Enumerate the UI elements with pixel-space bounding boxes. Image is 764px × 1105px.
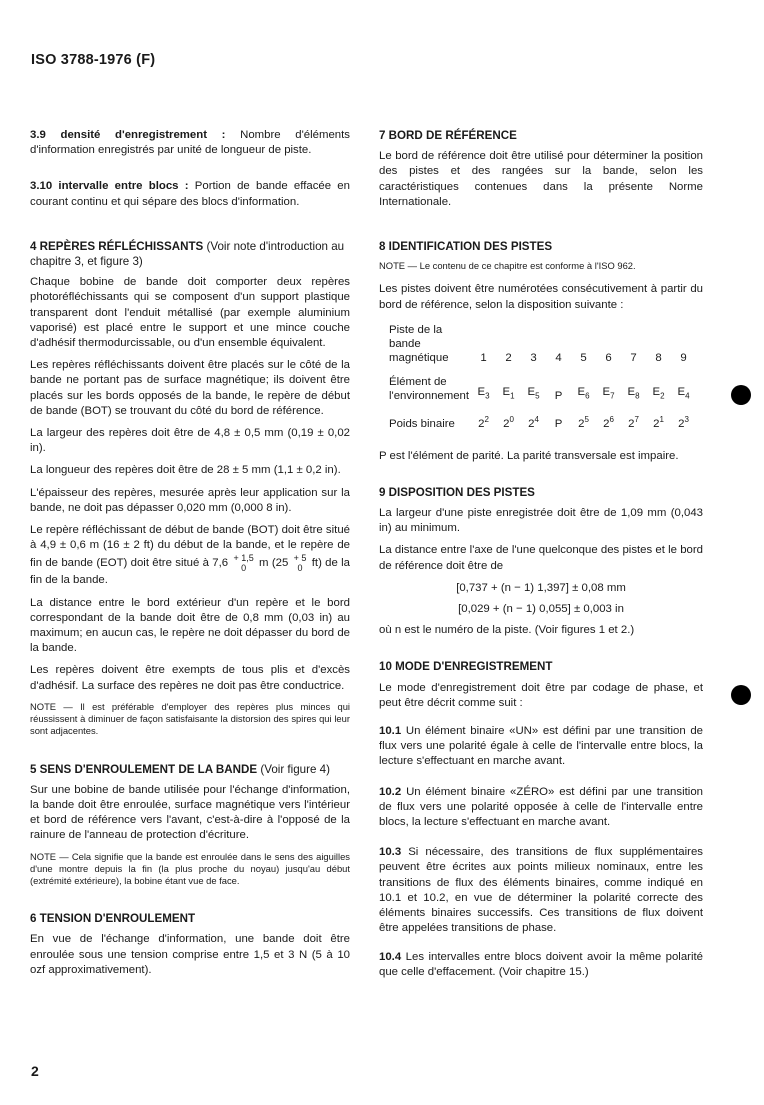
track-table-cell: $2^6$ [603, 414, 614, 430]
section-5-heading: 5 SENS D'ENROULEMENT DE LA BANDE (Voir figure 4) [30, 762, 330, 776]
section-4-paragraph: Les repères doivent être exempts de tous plis et d'excès d'adhésif. La surface des repères ne doit pas être conductrice. [30, 664, 350, 692]
section-8-heading: 8 IDENTIFICATION DES PISTES [379, 240, 553, 254]
element-row-label: Élément de l'environnement [389, 375, 470, 402]
formula-mm: [0,737 + (n − 1) 1,397] ± 0,08 mm [456, 581, 626, 594]
section-4-heading: 4 REPÈRES RÉFLÉCHISSANTS (Voir note d'introduction au chapitre 3, et figure 3) [30, 239, 345, 269]
section-8-paragraph: Les pistes doivent être numérotées consécutivement à partir du bord de référence, selon la disposition suivante : [379, 283, 703, 311]
weight-row [389, 413, 696, 441]
section-9-heading: 9 DISPOSITION DES PISTES [379, 485, 535, 499]
section-8-note: NOTE — Le contenu de ce chapitre est conforme à l'ISO 962. [379, 260, 636, 272]
formula-in: [0,029 + (n − 1) 0,055] ± 0,003 in [458, 603, 624, 616]
track-table-cell: 1 [480, 351, 487, 364]
section-8-parity: P est l'élément de parité. La parité transversale est impaire. [379, 449, 679, 462]
track-table [389, 323, 696, 441]
track-table-cell: P [554, 389, 563, 402]
section-7-heading: 7 BORD DE RÉFÉRENCE [379, 129, 517, 142]
section-9-paragraph: La largeur d'une piste enregistrée doit être de 1,09 mm (0,043 in) au minimum. [379, 507, 703, 535]
track-table-cell: $2^5$ [578, 414, 589, 430]
track-table-cell: 2 [505, 351, 512, 364]
track-table-cell: 9 [680, 351, 687, 364]
section-9-paragraph: où n est le numéro de la piste. (Voir figures 1 et 2.) [379, 624, 635, 637]
left-column [30, 128, 350, 985]
section-10-heading: 10 MODE D'ENREGISTREMENT [379, 660, 553, 674]
section-4-note: NOTE — Il est préférable d'employer des repères plus minces qui réussissent à diminuer de façon satisfaisante la distorsion des spires qui leur sont adjacentes. [30, 700, 350, 737]
section-4-paragraph-bot-eot: Le repère réfléchissant de début de bande (BOT) doit être situé à 4,9 ± 0,6 m (16 ± 2 ft) du début de la bande, et le repère de fin de bande (EOT) doit être situé à 7,6 + 1,5 0 m (25 + 5 0 ft) de la fin de la bande. [30, 524, 351, 587]
track-table-cell: 7 [630, 351, 637, 364]
track-table-cell: 3 [530, 351, 537, 364]
margin-mark-dot [731, 385, 751, 405]
section-6-paragraph: En vue de l'échange d'information, une bande doit être enroulée sous une tension comprise entre 1,5 et 3 N (5 à 10 ozf approximativement). [30, 933, 350, 976]
track-table-cell: 5 [580, 351, 587, 364]
definition-3-9: 3.9 densité d'enregistrement : Nombre d'éléments d'information enregistrés par unité de longueur de piste. [30, 129, 350, 157]
track-table-cell: $E_5$ [527, 385, 540, 400]
element-row [389, 375, 696, 413]
clause-10-4: 10.4 Les intervalles entre blocs doivent avoir la même polarité que celle d'effacement. (Voir chapitre 15.) [379, 950, 703, 978]
track-table-cell: $E_7$ [602, 385, 615, 400]
right-column [379, 128, 703, 987]
section-4-paragraph: Chaque bobine de bande doit comporter deux repères photoréfléchissants qui se composent d'un support plastique transparent dont l'enduit métallisé (par exemple aluminium vaporisé) est placé entre le support et une mince couche d'adhésif thermodurcissable, ou d'un ensemble équivalent. [30, 276, 350, 350]
track-row-label: Piste de la bande magnétique [389, 323, 449, 364]
clause-10-2: 10.2 Un élément binaire «ZÉRO» est défini par une transition de flux vers une polarité opposée à celle de l'intervalle entre blocs, la lecture s'effectuant en marche avant. [379, 785, 703, 829]
track-table-cell: P [554, 417, 563, 430]
tolerance-2: + 5 0 [293, 553, 307, 574]
section-4-paragraph: La distance entre le bord extérieur d'un repère et le bord correspondant de la bande doit être de 0,8 mm (0,03 in) au maximum; en aucun cas, le repère ne doit dépasser du bord de la bande. [30, 596, 350, 655]
tolerance-1: + 1,5 0 [233, 553, 254, 574]
track-table-cell: 6 [605, 351, 612, 364]
track-table-cell: $2^2$ [478, 414, 489, 430]
section-9-paragraph: La distance entre l'axe de l'une quelconque des pistes et le bord de référence doit être de [379, 544, 703, 572]
section-7-paragraph: Le bord de référence doit être utilisé pour déterminer la position des pistes et des rangées sur la bande, selon les caractéristiques contenues dans la présente Norme Internationale. [379, 150, 703, 208]
definition-3-10: 3.10 intervalle entre blocs : Portion de bande effacée en courant continu et qui sépare des blocs d'information. [30, 180, 350, 208]
section-10-paragraph: Le mode d'enregistrement doit être par codage de phase, et peut être décrit comme suit : [379, 681, 703, 709]
track-row [389, 323, 696, 375]
page-number: 2 [31, 1063, 39, 1079]
track-table-cell: $E_4$ [677, 385, 690, 400]
section-4-paragraph: L'épaisseur des repères, mesurée après leur application sur la bande, ne doit pas dépasser 0,020 mm (0,000 8 in). [30, 486, 350, 514]
section-5-paragraph: Sur une bobine de bande utilisée pour l'échange d'information, la bande doit être enroulée, surface magnétique vers l'intérieur et bord de référence vers l'avant, c'est-à-dire à l'opposé de la rainure de l'anneau de protection d'écriture. [30, 783, 350, 842]
track-table-cell: $2^1$ [653, 414, 664, 430]
track-table-cell: $E_6$ [577, 385, 590, 400]
track-table-cell: $2^3$ [678, 414, 689, 430]
section-4-paragraph: Les repères réfléchissants doivent être placés sur le côté de la bande ne portant pas de surface magnétique; ils doivent être placés sur les bords opposés de la bande, le repère de début de bande (BOT) se trouvant du côté du bord de référence. [30, 359, 350, 417]
section-4-paragraph: La longueur des repères doit être de 28 ± 5 mm (1,1 ± 0,2 in). [30, 464, 341, 477]
clause-10-3: 10.3 Si nécessaire, des transitions de flux supplémentaires peuvent être écrites aux points milieux nominaux, entre les transitions de flux des éléments binaires, comme indiqué en 10.1 et 10.2, en vue de déterminer la polarité correcte des éléments binaires successifs. Ces transitions de flux doivent être appelées transitions de phase. [379, 846, 703, 935]
section-4-paragraph: La largeur des repères doit être de 4,8 ± 0,5 mm (0,19 ± 0,02 in). [30, 427, 350, 455]
margin-mark-dot [731, 685, 751, 705]
track-table-cell: $2^4$ [528, 414, 539, 430]
track-table-cell: $E_3$ [477, 385, 490, 400]
clause-10-1: 10.1 Un élément binaire «UN» est défini par une transition de flux vers une polarité égale à celle de l'intervalle entre blocs, la lecture s'effectuant en marche avant. [379, 725, 703, 768]
section-5-note: NOTE — Cela signifie que la bande est enroulée dans le sens des aiguilles d'une montre depuis la fin (la plus proche du noyau) jusqu'au début (extrémité extérieure), la bobine étant vue de face. [30, 850, 350, 886]
track-table-cell: $2^7$ [628, 414, 639, 430]
track-table-cell: 4 [555, 351, 562, 364]
track-table-cell: $E_8$ [627, 385, 640, 400]
track-table-cell: $E_2$ [652, 385, 665, 400]
weight-row-label: Poids binaire [389, 417, 455, 430]
page-header: ISO 3788-1976 (F) [31, 52, 156, 68]
section-6-heading: 6 TENSION D'ENROULEMENT [30, 912, 196, 926]
track-table-cell: $E_1$ [502, 385, 515, 400]
track-table-cell: 8 [655, 351, 662, 364]
track-table-cell: $2^0$ [503, 414, 514, 430]
